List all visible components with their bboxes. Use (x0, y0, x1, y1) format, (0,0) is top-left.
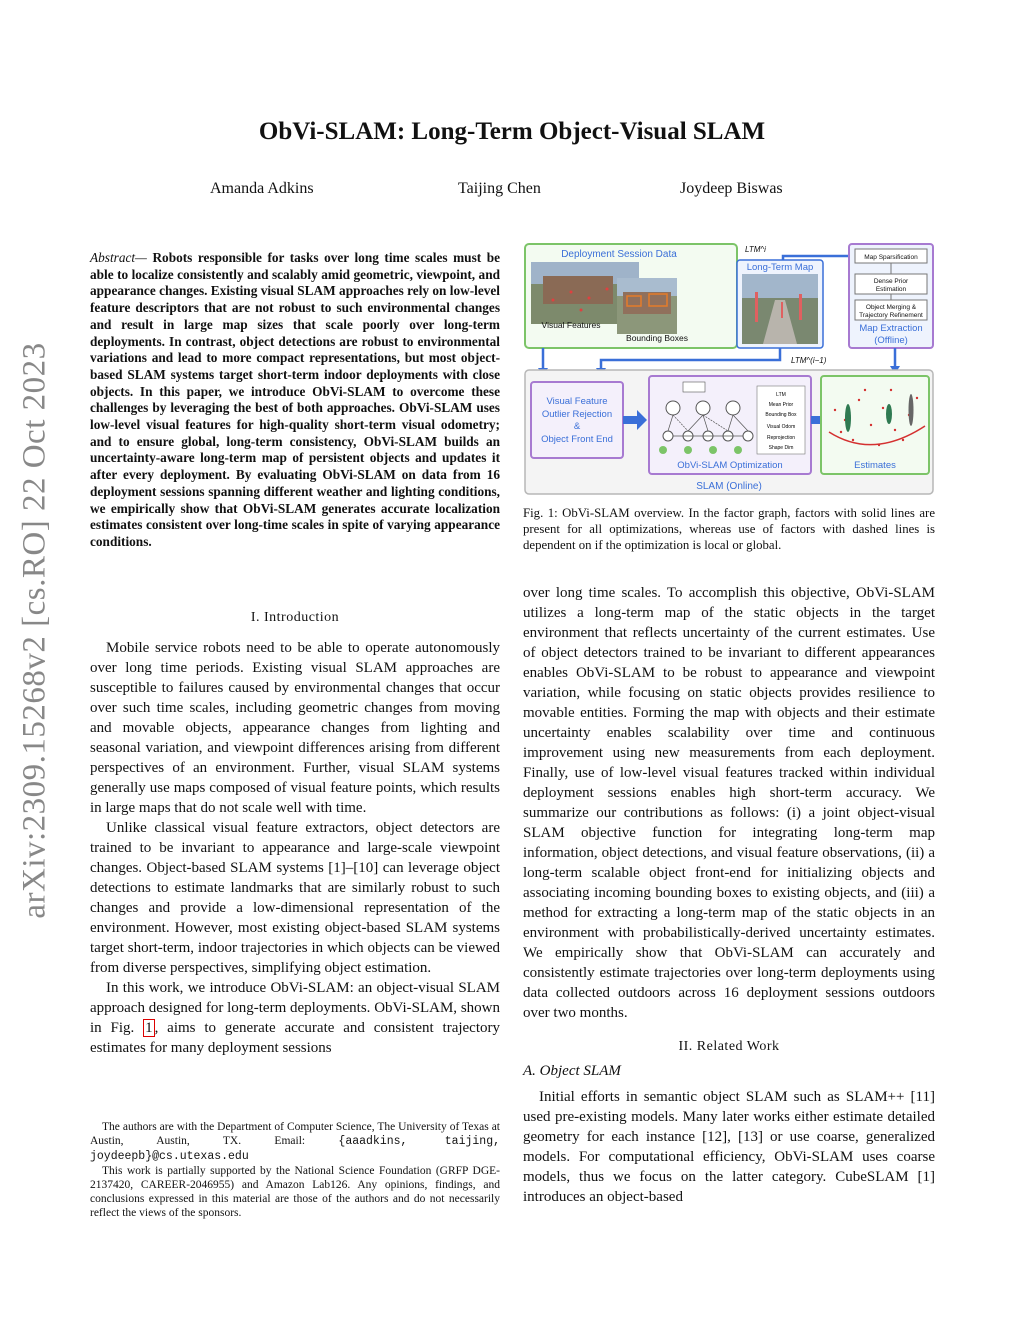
left-column-body (90, 638, 500, 1058)
front-end-label-3: & (573, 421, 581, 432)
intro-continuation-paragraph: over long time scales. To accomplish this objective, ObVi-SLAM utilizes a long-term map of the static objects in the target environment that reflects uncertainty of the current estimates. Use of object detectors trained to be invariant to different appearances enables ObVi-SLAM to be robust to appearance and viewpoint variation, while focusing on static objects provides resilience to movable entities. Forming the map with objects and their estimate uncertainty enables scalability over time and continuous improvement using new measurements from each deployment. Finally, use of low-level visual features tracked within individual deployment sessions enables high short-term accuracy. We summarize our contributions as follows: (i) a joint object-visual SLAM objective function for integrating long-term map information, object detections, and visual feature observations, (ii) a long-term scalable object front-end for initializing objects and associating incoming bounding boxes to existing objects, and (iii) a method for extracting a long-term map of the static objects in an environment with probabilistically-derived uncertainty estimates. We empirically show that ObVi-SLAM can accurately and consistently estimate trajectories over long-term deployments using data collected outdoors across 16 deployment sessions outdoors over two months. (523, 585, 935, 1021)
intro-paragraph-1: Mobile service robots need to be able to operate autonomously over long time periods. Existing visual SLAM approaches are susceptible to failures caused by environmental changes that occur over such time scales, including geometric changes from moving and movable objects, appearance changes from lighting and seasonal variation, and viewpoint differences arising from different perspectives of an environment. Further, visual SLAM systems generally use maps composed of visual feature points, which results in large maps that do not scale well with time. (90, 640, 500, 816)
section-heading-related-work: II. Related Work (678, 1039, 780, 1054)
related-work-paragraph: Initial efforts in semantic object SLAM such as SLAM++ [11] used pre-existing models. Many later works either estimate detailed geometry for each instance [12], [13] or use coarse, generalized models. For computational efficiency, ObVi-SLAM uses coarse models, thus we focus on the latter category. CubeSLAM [1] introduces an object-based (523, 1089, 935, 1205)
optimization-label: ObVi-SLAM Optimization (677, 460, 783, 471)
author-emails: {aaadkins, taijing, joydeepb}@cs.utexas.edu (90, 1135, 500, 1163)
dense-prior-label-2: Estimation (875, 286, 907, 293)
ltm-i-minus-1-label: LTM^(i−1) (791, 356, 827, 365)
legend-shape-dim: Shape Dim (768, 445, 794, 451)
legend-visual-odom: Visual Odom (766, 424, 796, 430)
legend-mean-prior: Mean Prior (768, 402, 794, 408)
figure-1-caption: Fig. 1: ObVi-SLAM overview. In the factor graph, factors with solid lines are present for all optimizations, whereas use of factors with dashed lines is dependent on if the optimization is local or global. (523, 506, 935, 552)
map-sparsification-label: Map Sparsification (864, 254, 918, 261)
figure-1-reference-link[interactable]: 1 (145, 1020, 153, 1036)
right-column-body (523, 583, 935, 1207)
author-3: Joydeep Biswas (680, 180, 783, 197)
legend-ltm: LTM (776, 392, 786, 398)
legend-reprojection: Reprojection (766, 435, 796, 441)
paper-title: ObVi-SLAM: Long-Term Object-Visual SLAM (258, 118, 766, 145)
intro-paragraph-3-start: In this work, we introduce ObVi-SLAM: an object-visual SLAM approach designed for long-term deployments. ObVi-SLAM, shown in Fig. (90, 980, 500, 1036)
legend-bounding-box: Bounding Box (765, 412, 797, 418)
long-term-map-label: Long-Term Map (746, 262, 814, 273)
estimates-label: Estimates (854, 460, 896, 471)
abstract-text: Robots responsible for tasks over long time scales must be able to localize consistently and scalably amid geometric, viewpoint, and appearance changes. Existing visual SLAM approaches rely on low-level feature descriptors that are not robust to such environmental changes and result in large map sizes that scale poorly over long-term deployments. In contrast, object detections are robust to environmental variations and lead to more compact representations, but most object-based SLAM systems target short-term indoor deployments with close objects. In this paper, we introduce ObVi-SLAM to overcome these challenges by leveraging the best of both approaches. ObVi-SLAM uses low-level visual features for high-quality short-term visual odometry; and to ensure global, long-term consistency, ObVi-SLAM builds an uncertainty-aware long-term map of persistent objects and updates it after every deployment. By evaluating ObVi-SLAM on data from 16 deployment sessions spanning different weather and lighting conditions, we empirically show that ObVi-SLAM generates accurate localization estimates consistent over long-time scales in spite of varying appearance conditions. (90, 250, 501, 549)
visual-features-label: Visual Features (541, 320, 601, 330)
footnotes (90, 1120, 500, 1220)
abstract (90, 250, 500, 551)
section-heading-introduction: I. Introduction (250, 610, 340, 625)
author-1: Amanda Adkins (210, 180, 314, 197)
footnote-affiliation (90, 1120, 500, 1164)
figure-1-overview-diagram (523, 240, 935, 496)
front-end-label-1: Visual Feature (546, 396, 608, 407)
dense-prior-label-1: Dense Prior (873, 278, 909, 285)
merging-label-1: Object Merging & (865, 304, 917, 311)
arxiv-identifier: arXiv:2309.15268v2 [cs.RO] 22 Oct 2023 (16, 342, 53, 919)
footnote-funding: This work is partially supported by the National Science Foundation (GRFP DGE-2137420, CAREER-2046955) and Amazon Lab126. Any opinions, findings, and conclusions expressed in this material are those of the authors and do not necessarily reflect the views of the sponsors. (90, 1165, 500, 1219)
ltm-input-arrow (601, 348, 780, 370)
merging-label-2: Trajectory Refinement (859, 312, 923, 319)
author-2: Taijing Chen (458, 180, 541, 197)
intro-paragraph-3-end: , aims to generate accurate and consistent trajectory estimates for many deployment sessions (90, 1020, 500, 1056)
front-end-box (531, 382, 623, 458)
bounding-boxes-label: Bounding Boxes (626, 333, 688, 343)
footnote-affiliation-text: The authors are with the Department of Computer Science, The University of Texas at Austin, Austin, TX. Email: (90, 1121, 500, 1147)
front-end-label-2: Outlier Rejection (541, 409, 613, 420)
front-end-label-4: Object Front End (541, 434, 613, 445)
map-extraction-label-2: (Offline) (874, 335, 908, 346)
abstract-label: Abstract— (90, 250, 147, 265)
slam-online-label: SLAM (Online) (696, 481, 762, 492)
ltm-i-label: LTM^i (745, 245, 766, 254)
intro-paragraph-2: Unlike classical visual feature extractors, object detectors are trained to be invariant to appearance and large-scale viewpoint changes. Object-based SLAM systems [1]–[10] can leverage object detections to estimate landmarks that are similarly robust to such changes and provide a low-dimensional representation of the environment. However, most existing object-based SLAM systems target short-term, indoor trajectories in which objects can be viewed from diverse perspectives, simplifying object estimation. (90, 820, 500, 976)
intro-paragraph-3 (90, 978, 500, 1058)
subsection-heading-object-slam: A. Object SLAM (523, 1063, 621, 1079)
deployment-session-label: Deployment Session Data (561, 249, 677, 260)
map-extraction-label-1: Map Extraction (859, 323, 923, 334)
